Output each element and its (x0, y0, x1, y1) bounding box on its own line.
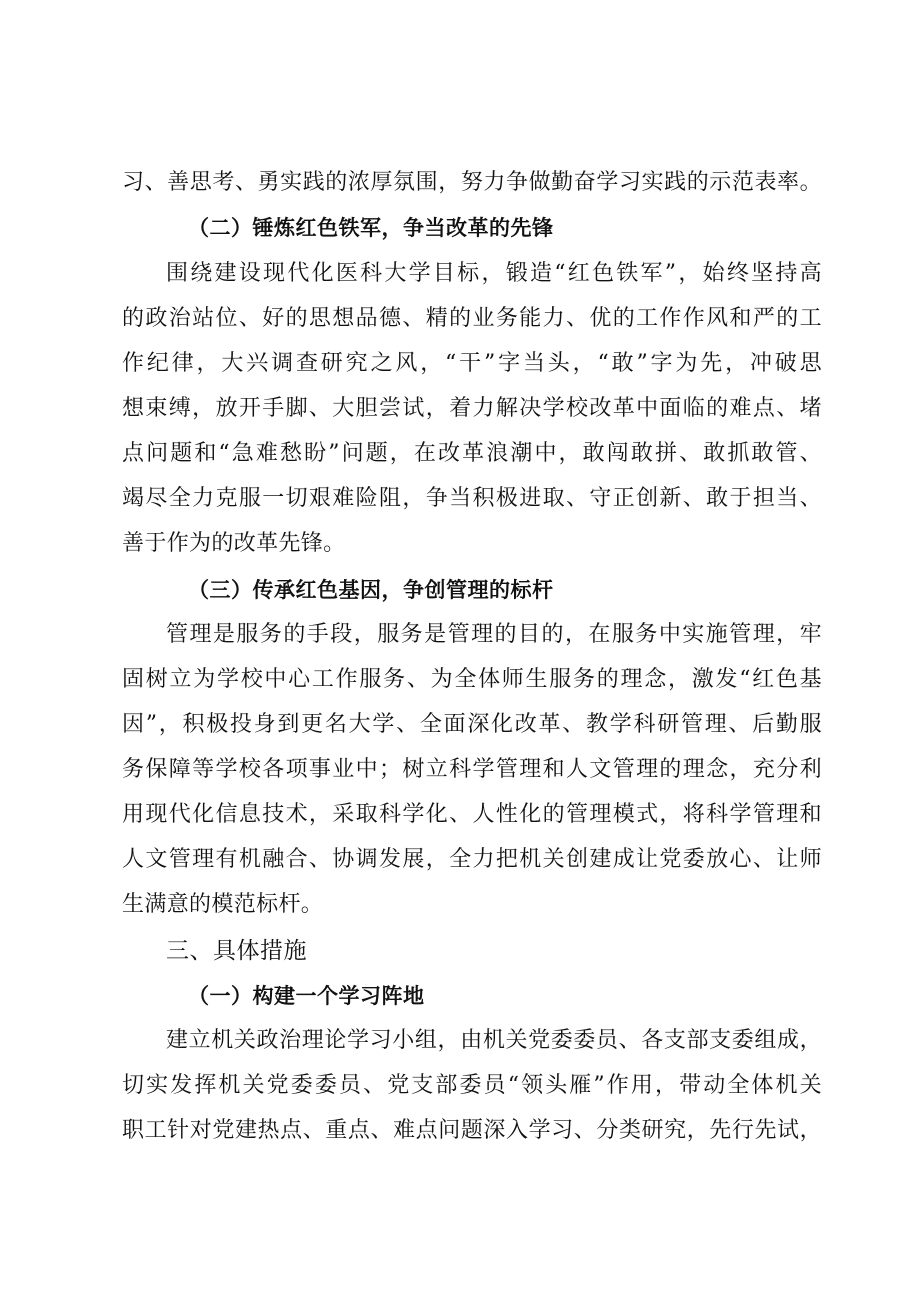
paragraph-line: 固树立为学校中心工作服务、为全体师生服务的理念，激发“红色基 (122, 667, 822, 692)
subsection-heading: （二）锤炼红色铁军，争当改革的先锋 (188, 216, 554, 240)
paragraph-line: 职工针对党建热点、重点、难点问题深入学习、分类研究，先行先试， (122, 1118, 822, 1143)
paragraph-line: 的政治站位、好的思想品德、精的业务能力、优的工作作风和严的工 (122, 306, 822, 331)
paragraph-line: 管理是服务的手段，服务是管理的目的，在服务中实施管理，牢 (166, 622, 822, 647)
paragraph-line: 点问题和“急难愁盼”问题，在改革浪潮中，敢闯敢拼、敢抓敢管、 (122, 441, 822, 466)
paragraph-line: 因”，积极投身到更名大学、全面深化改革、教学科研管理、后勤服 (122, 712, 822, 737)
paragraph-line: 围绕建设现代化医科大学目标，锻造“红色铁军”，始终坚持高 (166, 261, 822, 286)
subsection-heading: （一）构建一个学习阵地 (188, 984, 425, 1008)
section-heading: 三、具体措施 (166, 938, 307, 964)
paragraph-line: 人文管理有机融合、协调发展，全力把机关创建成让党委放心、让师 (122, 847, 822, 872)
paragraph-line: 务保障等学校各项事业中；树立科学管理和人文管理的理念，充分利 (122, 757, 822, 782)
paragraph-line: 善于作为的改革先锋。 (122, 531, 346, 556)
paragraph-line: 用现代化信息技术，采取科学化、人性化的管理模式，将科学管理和 (122, 802, 822, 827)
paragraph-line: 作纪律，大兴调查研究之风，“干”字当头，“敢”字为先，冲破思 (122, 351, 822, 376)
paragraph-line: 想束缚，放开手脚、大胆尝试，着力解决学校改革中面临的难点、堵 (122, 396, 822, 421)
subsection-heading: （三）传承红色基因，争创管理的标杆 (188, 578, 554, 602)
paragraph-line: 建立机关政治理论学习小组，由机关党委委员、各支部支委组成， (166, 1028, 822, 1053)
paragraph-line: 竭尽全力克服一切艰难险阻，争当积极进取、守正创新、敢于担当、 (122, 486, 822, 511)
paragraph-line: 切实发挥机关党委委员、党支部委员“领头雁”作用，带动全体机关 (122, 1073, 822, 1098)
paragraph-line: 习、善思考、勇实践的浓厚氛围，努力争做勤奋学习实践的示范表率。 (122, 170, 822, 195)
paragraph-line: 生满意的模范标杆。 (122, 892, 324, 917)
